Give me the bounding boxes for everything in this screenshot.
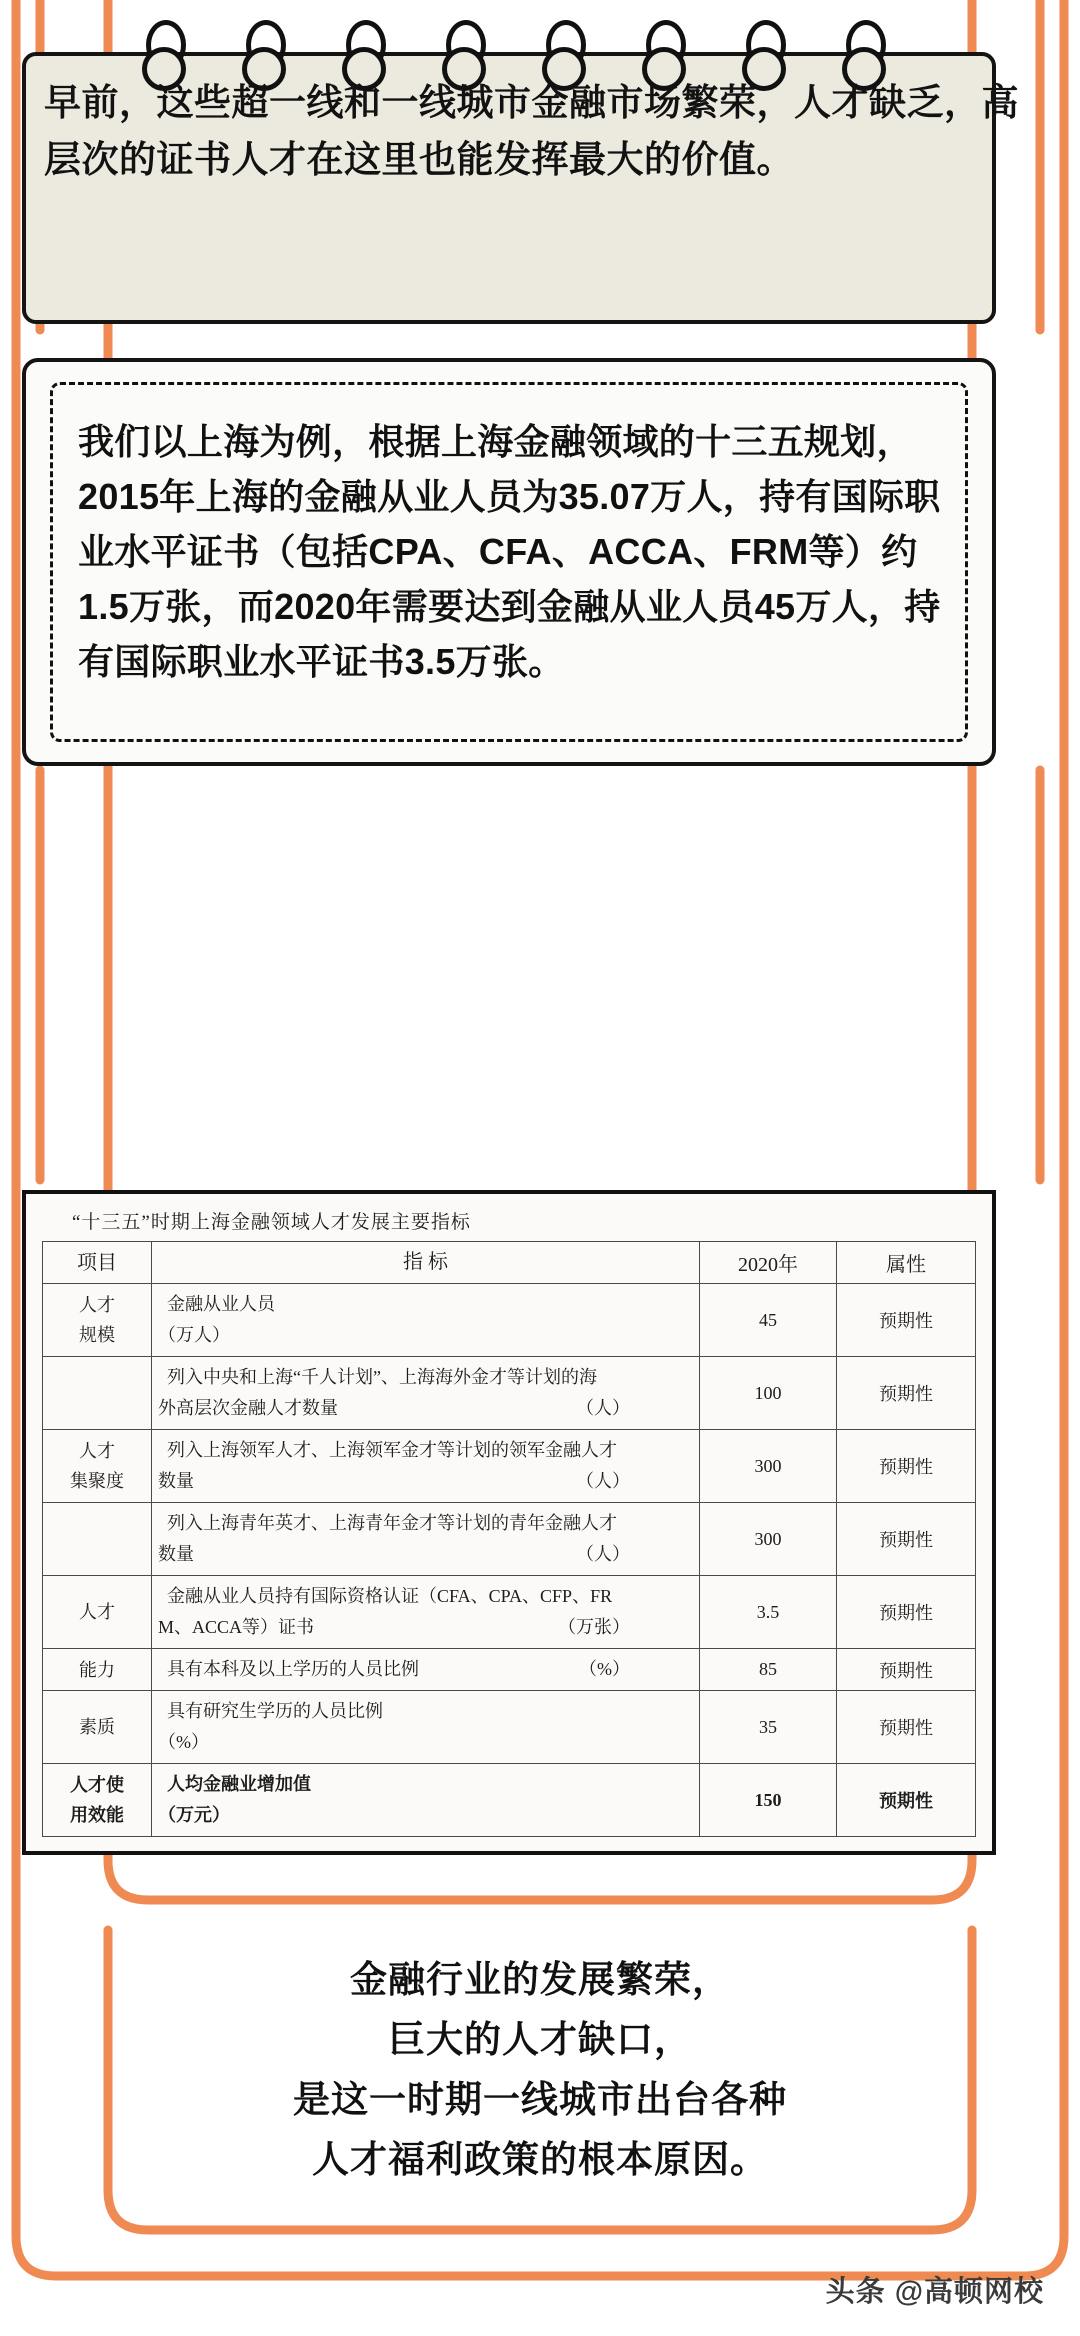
cell-indicator: 列入中央和上海“千人计划”、上海海外金才等计划的海 外高层次金融人才数量 （人） <box>152 1357 700 1430</box>
cell-project: 人才 集聚度 <box>43 1430 152 1503</box>
table-header-row <box>43 1242 976 1284</box>
cell-project: 人才 <box>43 1576 152 1649</box>
cell-value: 100 <box>700 1357 837 1430</box>
cell-value: 85 <box>700 1649 837 1691</box>
table-row <box>43 1576 976 1649</box>
header-indicator: 指 标 <box>152 1242 700 1284</box>
closing-line-1: 金融行业的发展繁荣， <box>350 1959 730 2000</box>
header-project: 项目 <box>43 1242 152 1284</box>
cell-value: 45 <box>700 1284 837 1357</box>
table-row <box>43 1357 976 1430</box>
cell-attribute: 预期性 <box>837 1357 976 1430</box>
cell-project <box>43 1357 152 1430</box>
cell-indicator: 列入上海青年英才、上海青年金才等计划的青年金融人才 数量 （人） <box>152 1503 700 1576</box>
cell-value: 3.5 <box>700 1576 837 1649</box>
cell-indicator: 具有研究生学历的人员比例 （%） <box>152 1691 700 1764</box>
cell-value: 300 <box>700 1430 837 1503</box>
header-attribute: 属性 <box>837 1242 976 1284</box>
table-row <box>43 1764 976 1837</box>
cell-project: 能力 <box>43 1649 152 1691</box>
cell-indicator: 具有本科及以上学历的人员比例 （%） <box>152 1649 700 1691</box>
cell-attribute: 预期性 <box>837 1649 976 1691</box>
closing-statement <box>0 1950 1080 2190</box>
cell-indicator: 人均金融业增加值 （万元） <box>152 1764 700 1837</box>
closing-line-4: 人才福利政策的根本原因。 <box>312 2139 768 2180</box>
table-title: “十三五”时期上海金融领域人才发展主要指标 <box>72 1212 471 1233</box>
table-row <box>43 1284 976 1357</box>
watermark: 头条 @高顿网校 <box>825 2276 1044 2308</box>
cell-indicator: 列入上海领军人才、上海领军金才等计划的领军金融人才 数量 （人） <box>152 1430 700 1503</box>
cell-value: 300 <box>700 1503 837 1576</box>
indicator-table <box>42 1241 976 1837</box>
dashed-card-paragraph: 我们以上海为例，根据上海金融领域的十三五规划，2015年上海的金融从业人员为35.07万人，持有国际职业水平证书（包括CPA、CFA、ACCA、FRM等）约1.5万张，而2020年需要达到金融从业人员45万人，持有国际职业水平证书3.5万张。 <box>78 421 941 682</box>
indicator-table-block <box>22 1190 996 1855</box>
cell-attribute: 预期性 <box>837 1764 976 1837</box>
cell-attribute: 预期性 <box>837 1430 976 1503</box>
header-year: 2020年 <box>700 1242 837 1284</box>
cell-project: 人才使 用效能 <box>43 1764 152 1837</box>
cell-project: 人才 规模 <box>43 1284 152 1357</box>
cell-indicator: 金融从业人员 （万人） <box>152 1284 700 1357</box>
closing-line-3: 是这一时期一线城市出台各种 <box>293 2079 787 2120</box>
cell-project: 素质 <box>43 1691 152 1764</box>
cell-attribute: 预期性 <box>837 1691 976 1764</box>
cell-attribute: 预期性 <box>837 1284 976 1357</box>
notepad-paragraph: 早前，这些超一线和一线城市金融市场繁荣，人才缺乏，高层次的证书人才在这里也能发挥最大的价值。 <box>44 82 1019 180</box>
table-row <box>43 1691 976 1764</box>
table-row <box>43 1503 976 1576</box>
cell-project <box>43 1503 152 1576</box>
cell-value: 35 <box>700 1691 837 1764</box>
cell-value: 150 <box>700 1764 837 1837</box>
table-body <box>43 1284 976 1837</box>
dashed-card <box>22 358 996 766</box>
table-row <box>43 1430 976 1503</box>
closing-line-2: 巨大的人才缺口， <box>388 2019 692 2060</box>
cell-attribute: 预期性 <box>837 1576 976 1649</box>
cell-attribute: 预期性 <box>837 1503 976 1576</box>
cell-indicator: 金融从业人员持有国际资格认证（CFA、CPA、CFP、FR M、ACCA等）证书 （万张） <box>152 1576 700 1649</box>
table-row <box>43 1649 976 1691</box>
